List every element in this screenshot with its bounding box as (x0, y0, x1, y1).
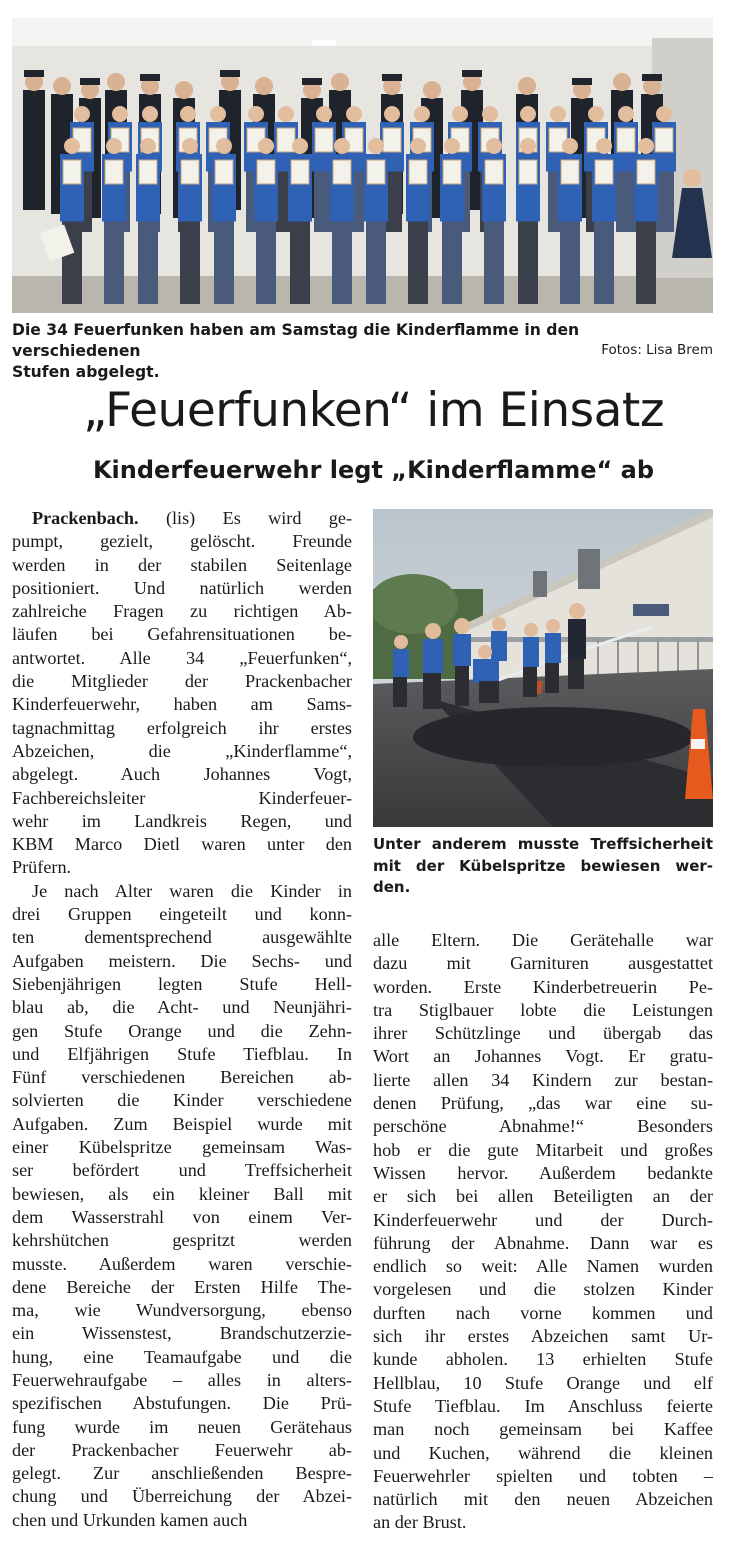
article-line: chung und Überreichung der Abzei- (12, 1486, 352, 1507)
child-head (258, 138, 274, 154)
article-line: zahlreiche Fragen zu richtigen Ab- (12, 601, 352, 622)
child-head (683, 169, 701, 187)
caption-line: mit der Kübelspritze bewiesen wer- (373, 856, 713, 875)
certificate (181, 160, 199, 184)
article-line: einer Kübelspritze gemeinsam Was- (12, 1137, 352, 1158)
child-legs (138, 222, 158, 305)
article-line: gen Stufe Orange und die Zehn- (12, 1020, 352, 1041)
child-head (180, 106, 196, 122)
group-photo (12, 18, 713, 313)
article-line: kehrshütchen gespritzt werden (12, 1230, 352, 1251)
child-legs (214, 222, 234, 305)
article-line: vorgelesen und die stolzen Kinder (373, 1279, 713, 1300)
child-legs (180, 222, 200, 305)
article-line: läufen bei Gefahrensituationen be- (12, 624, 352, 645)
article-line: KBM Marco Dietl waren unter den (12, 834, 352, 855)
child-head (216, 138, 232, 154)
article-line: Prüfern. (12, 857, 72, 878)
certificate (139, 160, 157, 184)
article-line: dem Wasserstrahl von einem Ver- (12, 1206, 352, 1227)
article-line: natürlich mit den neuen Abzeichen (373, 1489, 713, 1510)
adult-head (613, 73, 631, 91)
article-line: ma, wie Wundversorgung, ebenso (12, 1300, 352, 1321)
certificate (383, 128, 401, 152)
child-legs (256, 222, 276, 305)
child-legs (332, 222, 352, 305)
uniform-cap (642, 74, 662, 81)
child-head (292, 138, 308, 154)
child-head (368, 138, 384, 154)
certificate (595, 160, 613, 184)
article-line: ein Wissenstest, Brandschutzerzie- (12, 1323, 352, 1344)
article-line: abgelegt. Auch Johannes Vogt, (12, 764, 352, 785)
uniform-cap (302, 78, 322, 85)
child-head (618, 106, 634, 122)
article-line-text: (lis) Es wird ge- (138, 508, 352, 528)
article-line: Feuerwehraufgabe – alles in alters- (12, 1369, 352, 1390)
certificate (367, 160, 385, 184)
article-line (12, 507, 352, 530)
article-line: hob er die gute Mitarbeit und großes (373, 1139, 713, 1160)
article-line: alle Eltern. Die Gerätehalle war (373, 930, 713, 950)
article-line: er sich bei allen Beteiligten an der (373, 1186, 713, 1207)
child-legs (442, 222, 462, 305)
article-headline: „Feuerfunken“ im Einsatz (82, 383, 665, 438)
child-head (520, 106, 536, 122)
child-legs (484, 222, 504, 305)
certificate (215, 160, 233, 184)
uniform-cap (572, 78, 592, 85)
ceiling-light (312, 40, 336, 46)
child-head (140, 138, 156, 154)
water-spray-photo-caption (373, 834, 713, 899)
child-head (550, 106, 566, 122)
child-head (452, 106, 468, 122)
child-head (384, 106, 400, 122)
child-head (210, 106, 226, 122)
article-line: drei Gruppen eingeteilt und konn- (12, 904, 352, 925)
child-head (486, 138, 502, 154)
group-photo-caption-line1: Die 34 Feuerfunken haben am Samstag die Kinderflamme in den verschiedenen (12, 321, 580, 360)
certificate (617, 128, 635, 152)
article-line: ser befördert und Treffsicherheit (12, 1160, 352, 1181)
article-subheadline: Kinderfeuerwehr legt „Kinderflamme“ ab (92, 456, 655, 484)
child-head (142, 106, 158, 122)
caption-line: den. (373, 878, 411, 896)
article-line: kunde abholen. 13 erhielten Stufe (373, 1349, 713, 1370)
article-line: Wissen hervor. Außerdem bedankte (373, 1162, 713, 1183)
article-line: Wort an Johannes Vogt. Er gratu- (373, 1046, 713, 1067)
group-photo-caption-line2: Stufen abgelegt. (12, 363, 160, 381)
child-head (278, 106, 294, 122)
article-line: endlich so weit: Alle Namen wurden (373, 1256, 713, 1277)
article-line: der Prackenbacher Feuerwehr ab- (12, 1439, 352, 1460)
certificate (333, 160, 351, 184)
article-line: pumpt, gezielt, gelöscht. Freunde (12, 531, 352, 552)
article-line: musste. Außerdem waren verschie- (12, 1253, 352, 1274)
certificate (257, 160, 275, 184)
article-line: wehr im Landkreis Regen, und (12, 810, 352, 831)
child-legs (408, 222, 428, 305)
article-line: und Elfjährigen Stufe Tiefblau. In (12, 1043, 352, 1064)
article-line: Fünf verschiedenen Bereichen ab- (12, 1067, 352, 1088)
child-head (106, 138, 122, 154)
article-line: worden. Erste Kinderbetreuerin Pe- (373, 976, 713, 997)
certificate (63, 160, 81, 184)
photo-credit: Fotos: Lisa Brem (601, 342, 713, 358)
article-line: Hellblau, 10 Stufe Orange und elf (373, 1372, 713, 1393)
article-line: durften nach vorne kommen und (373, 1302, 713, 1323)
child-head (596, 138, 612, 154)
child-head (182, 138, 198, 154)
article-line: perschöne Abnahme!“ Besonders (373, 1116, 713, 1137)
article-line: ten dementsprechend ausgewählte (12, 927, 352, 948)
child-head (410, 138, 426, 154)
child-legs (594, 222, 614, 305)
child-head (334, 138, 350, 154)
certificate (637, 160, 655, 184)
child-legs (104, 222, 124, 305)
child-head (112, 106, 128, 122)
child-legs (616, 172, 636, 233)
uniform-cap (80, 78, 100, 85)
article-line: bewiesen, als ein kleiner Ball mit (12, 1183, 352, 1204)
adult-body (23, 90, 45, 210)
child-legs (366, 222, 386, 305)
article-line: Je nach Alter waren die Kinder in (32, 880, 352, 901)
article-column-left (12, 507, 352, 1532)
article-line: blau ab, die Acht- und Neunjähri- (12, 997, 352, 1018)
certificate (443, 160, 461, 184)
article-line: an der Brust. (373, 1512, 467, 1533)
child-head (316, 106, 332, 122)
caption-line: Unter anderem musste Treffsicherheit (373, 835, 713, 853)
article-line: tra Stiglbauer lobte die Leistungen (373, 999, 713, 1020)
article-line: antwortet. Alle 34 „Feuerfunken“, (12, 647, 352, 668)
article-line: lierte allen 34 Kindern zur bestan- (373, 1069, 713, 1090)
article-line: und Kuchen, während die kleinen (373, 1442, 713, 1463)
water-spray-photo (373, 509, 713, 827)
article-line: dene Bereiche der Ersten Hilfe The- (12, 1276, 352, 1297)
article-line: chen und Urkunden kamen auch (12, 1509, 248, 1530)
article-line: sich ihr erstes Abzeichen samt Ur- (373, 1326, 713, 1347)
certificate (485, 160, 503, 184)
certificate (561, 160, 579, 184)
adult-head (175, 81, 193, 99)
article-line: man noch gemeinsam bei Kaffee (373, 1419, 713, 1440)
ceiling (12, 18, 713, 46)
child-head (444, 138, 460, 154)
article-line: die Mitglieder der Prackenbacher (12, 671, 352, 692)
adult-head (255, 77, 273, 95)
uniform-cap (462, 70, 482, 77)
article-column-right (373, 929, 713, 1535)
child-legs (636, 222, 656, 305)
uniform-cap (24, 70, 44, 77)
certificate (409, 160, 427, 184)
article-line: führung der Abnahme. Dann war es (373, 1232, 713, 1253)
adult-head (423, 81, 441, 99)
adult-head (331, 73, 349, 91)
article-line: Siebenjährigen legten Stufe Hell- (12, 973, 352, 994)
article-line: werden in der stabilen Seitenlage (12, 554, 352, 575)
child-head (562, 138, 578, 154)
article-line: Fachbereichsleiter Kinderfeuer- (12, 787, 352, 808)
article-line: hung, eine Teamaufgabe und die (12, 1346, 352, 1367)
article-line: tagnachmittag erfolgreich ihr erstes (12, 717, 352, 738)
article-line: solvierten die Kinder verschiedene (12, 1090, 352, 1111)
child-head (656, 106, 672, 122)
article-line: ihrer Schützlinge und übergab das (373, 1023, 713, 1044)
certificate (105, 160, 123, 184)
uniform-cap (220, 70, 240, 77)
child-legs (518, 222, 538, 305)
certificate (519, 160, 537, 184)
child-head (248, 106, 264, 122)
article-line: Kinderfeuerwehr, haben am Sams- (12, 694, 352, 715)
article-line: positioniert. Und natürlich werden (12, 577, 352, 598)
child-head (638, 138, 654, 154)
adult-head (518, 77, 536, 95)
child-head (520, 138, 536, 154)
article-line: Aufgaben meistern. Die Sechs- und (12, 950, 352, 971)
child-head (64, 138, 80, 154)
child-head (346, 106, 362, 122)
article-line: Feuerwehrler spielten und tobten – (373, 1465, 713, 1486)
article-line: fung wurde im neuen Gerätehaus (12, 1416, 352, 1437)
article-line: dazu mit Garnituren ausgestattet (373, 953, 713, 974)
uniform-cap (382, 74, 402, 81)
article-line: Kinderfeuerwehr und der Durch- (373, 1209, 713, 1230)
article-line: Stufe Tiefblau. Im Anschluss feierte (373, 1395, 713, 1416)
child-legs (290, 222, 310, 305)
article-line: Abzeichen, die „Kinderflamme“, (12, 740, 352, 761)
certificate (315, 128, 333, 152)
certificate (655, 128, 673, 152)
child-head (414, 106, 430, 122)
child-legs (560, 222, 580, 305)
article-dateline: Prackenbach. (32, 508, 139, 528)
article-line: Aufgaben. Zum Beispiel wurde mit (12, 1113, 352, 1134)
adult-head (107, 73, 125, 91)
certificate (291, 160, 309, 184)
certificate (277, 128, 295, 152)
child-head (482, 106, 498, 122)
adult-head (53, 77, 71, 95)
child-head (588, 106, 604, 122)
article-line: gelegt. Zur anschließenden Bespre- (12, 1463, 352, 1484)
uniform-cap (140, 74, 160, 81)
article-line: spezifischen Abstufungen. Die Prü- (12, 1393, 352, 1414)
article-line: denen Prüfung, „das war eine su- (373, 1093, 713, 1114)
child-head (74, 106, 90, 122)
